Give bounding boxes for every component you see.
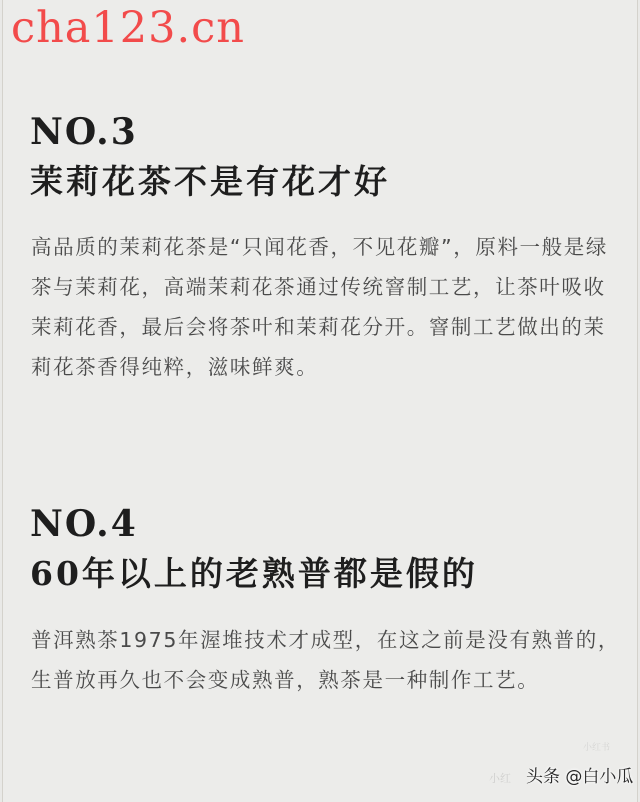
article-page [2, 0, 638, 802]
section-body: 普洱熟茶1975年渥堆技术才成型，在这之前是没有熟普的，生普放再久也不会变成熟普，熟茶是一种制作工艺。 [31, 628, 620, 692]
corner-logo-watermark: 小红 [489, 772, 511, 785]
xiaohongshu-watermark: 小红书 [583, 743, 611, 753]
source-attribution: 头条 @白小瓜 [526, 767, 634, 787]
section-number: NO.4 [30, 503, 138, 545]
section-number: NO.3 [30, 111, 138, 153]
section-body: 高品质的茉莉花茶是“只闻花香，不见花瓣”，原料一般是绿茶与茉莉花，高端茉莉花茶通过传统窨制工艺，让茶叶吸收茉莉花香，最后会将茶叶和茉莉花分开。窨制工艺做出的茉莉花茶香得纯粹，滋味鲜爽。 [31, 235, 608, 379]
section-title: 茉莉花茶不是有花才好 [30, 162, 390, 201]
section-title: 60年以上的老熟普都是假的 [30, 554, 478, 593]
site-watermark: cha123.cn [11, 3, 245, 53]
